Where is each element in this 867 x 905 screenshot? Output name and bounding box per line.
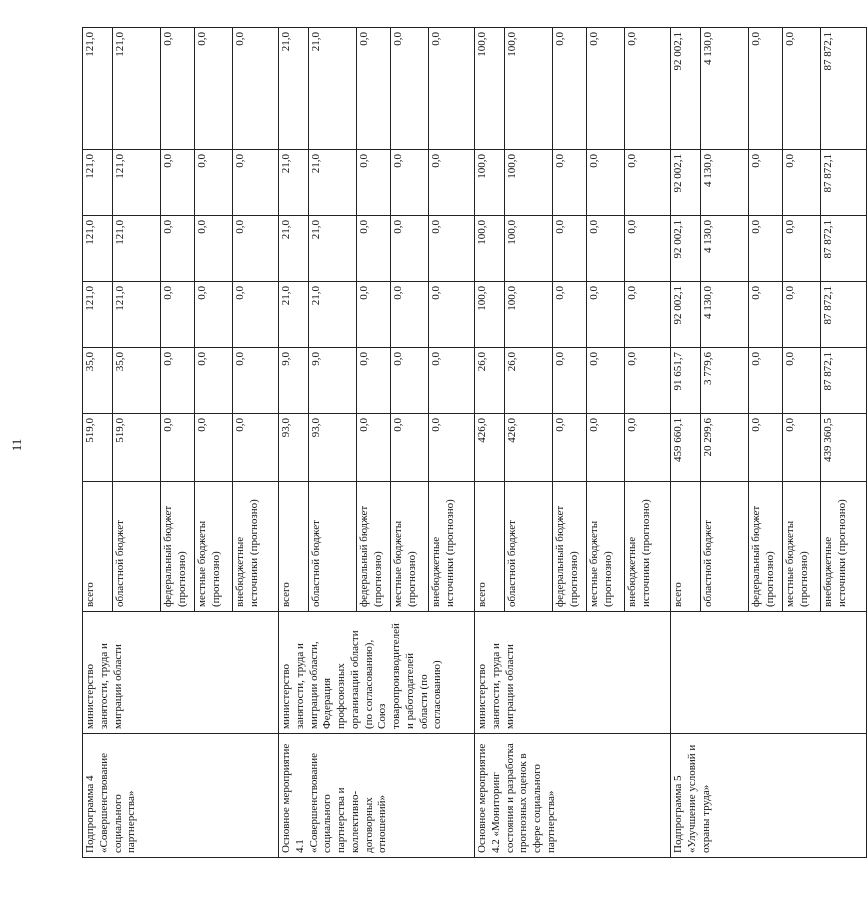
amount-cell: 0,0 [749,216,783,282]
amount-cell: 0,0 [553,348,587,414]
amount-cell: 0,0 [357,414,391,482]
amount-cell: 0,0 [783,28,821,150]
amount-cell: 0,0 [587,348,625,414]
amount-cell: 87 872,1 [821,282,867,348]
amount-cell: 121,0 [83,28,113,150]
amount-cell: 0,0 [749,414,783,482]
funding-source-cell: внебюджетные источники (прогнозно) [429,482,475,612]
amount-cell: 100,0 [505,150,553,216]
amount-cell: 0,0 [587,28,625,150]
amount-cell: 121,0 [83,150,113,216]
amount-cell: 0,0 [749,282,783,348]
amount-cell: 0,0 [357,150,391,216]
executor-cell: министерство занятости, труда и миграции области [475,612,671,734]
amount-cell: 0,0 [161,414,195,482]
amount-cell: 0,0 [233,414,279,482]
amount-cell: 21,0 [279,150,309,216]
amount-cell: 0,0 [161,150,195,216]
funding-source-cell: федеральный бюджет (прогнозно) [749,482,783,612]
amount-cell: 0,0 [357,216,391,282]
amount-cell: 121,0 [83,216,113,282]
funding-source-cell: федеральный бюджет (прогнозно) [553,482,587,612]
funding-source-cell: внебюджетные источники (прогнозно) [821,482,867,612]
amount-cell: 26,0 [475,348,505,414]
amount-cell: 0,0 [429,150,475,216]
amount-cell: 426,0 [475,414,505,482]
amount-cell: 0,0 [391,348,429,414]
amount-cell: 439 360,5 [821,414,867,482]
funding-source-cell: всего [83,482,113,612]
table-row [671,28,701,858]
amount-cell: 121,0 [113,216,161,282]
funding-source-cell: внебюджетные источники (прогнозно) [625,482,671,612]
amount-cell: 4 130,0 [701,28,749,150]
amount-cell: 0,0 [553,282,587,348]
amount-cell: 0,0 [391,414,429,482]
amount-cell: 0,0 [357,348,391,414]
table-row [83,28,113,858]
amount-cell: 87 872,1 [821,216,867,282]
amount-cell: 91 651,7 [671,348,701,414]
amount-cell: 87 872,1 [821,348,867,414]
amount-cell: 0,0 [195,348,233,414]
budget-table-body [83,28,867,858]
amount-cell: 21,0 [309,282,357,348]
executor-cell: министерство занятости, труда и миграции области [83,612,279,734]
executor-cell: министерство занятости, труда и миграции области, Федерация профсоюзных организаций области (по согласованию), Союз товаропроизводителей и работодателей области (по согласованию) [279,612,475,734]
amount-cell: 35,0 [83,348,113,414]
amount-cell: 100,0 [475,282,505,348]
amount-cell: 426,0 [505,414,553,482]
amount-cell: 0,0 [625,150,671,216]
amount-cell: 0,0 [195,282,233,348]
funding-source-cell: местные бюджеты (прогнозно) [587,482,625,612]
amount-cell: 0,0 [783,348,821,414]
amount-cell: 0,0 [749,348,783,414]
amount-cell: 519,0 [113,414,161,482]
amount-cell: 0,0 [749,28,783,150]
amount-cell: 0,0 [783,216,821,282]
amount-cell: 0,0 [233,216,279,282]
amount-cell: 4 130,0 [701,216,749,282]
amount-cell: 121,0 [113,150,161,216]
amount-cell: 0,0 [161,348,195,414]
funding-source-cell: местные бюджеты (прогнозно) [783,482,821,612]
rotated-page-content [82,28,848,858]
amount-cell: 4 130,0 [701,150,749,216]
amount-cell: 0,0 [553,414,587,482]
amount-cell: 9,0 [279,348,309,414]
amount-cell: 100,0 [505,216,553,282]
amount-cell: 0,0 [783,282,821,348]
amount-cell: 0,0 [783,414,821,482]
amount-cell: 459 660,1 [671,414,701,482]
amount-cell: 21,0 [309,216,357,282]
amount-cell: 121,0 [83,282,113,348]
amount-cell: 0,0 [553,150,587,216]
budget-table [82,27,867,858]
amount-cell: 3 779,6 [701,348,749,414]
amount-cell: 0,0 [625,216,671,282]
amount-cell: 0,0 [195,150,233,216]
amount-cell: 0,0 [357,282,391,348]
amount-cell: 87 872,1 [821,28,867,150]
amount-cell: 21,0 [279,282,309,348]
table-row [279,28,309,858]
program-name-cell: Подпрограмма 4 «Совершенствование социального партнерства» [83,734,279,858]
amount-cell: 92 002,1 [671,150,701,216]
amount-cell: 4 130,0 [701,282,749,348]
amount-cell: 92 002,1 [671,282,701,348]
funding-source-cell: областной бюджет [701,482,749,612]
amount-cell: 0,0 [587,414,625,482]
amount-cell: 121,0 [113,28,161,150]
amount-cell: 100,0 [475,216,505,282]
amount-cell: 0,0 [625,282,671,348]
amount-cell: 0,0 [391,282,429,348]
amount-cell: 0,0 [161,28,195,150]
amount-cell: 519,0 [83,414,113,482]
amount-cell: 20 299,6 [701,414,749,482]
program-name-cell: Основное мероприятие 4.1 «Совершенствование социального партнерства и коллективно-договорных отношений» [279,734,475,858]
funding-source-cell: областной бюджет [505,482,553,612]
funding-source-cell: федеральный бюджет (прогнозно) [161,482,195,612]
amount-cell: 0,0 [553,216,587,282]
amount-cell: 100,0 [505,28,553,150]
amount-cell: 0,0 [429,28,475,150]
amount-cell: 0,0 [195,414,233,482]
amount-cell: 93,0 [309,414,357,482]
amount-cell: 0,0 [625,414,671,482]
amount-cell: 0,0 [625,28,671,150]
amount-cell: 0,0 [233,28,279,150]
amount-cell: 92 002,1 [671,28,701,150]
funding-source-cell: внебюджетные источники (прогнозно) [233,482,279,612]
amount-cell: 0,0 [195,28,233,150]
amount-cell: 0,0 [587,282,625,348]
amount-cell: 21,0 [279,28,309,150]
amount-cell: 26,0 [505,348,553,414]
amount-cell: 0,0 [233,150,279,216]
amount-cell: 0,0 [625,348,671,414]
amount-cell: 0,0 [161,282,195,348]
executor-cell [671,612,867,734]
program-name-cell: Основное мероприятие 4.2 «Мониторинг состояния и разработка прогнозных оценок в сфере социального партнерства» [475,734,671,858]
amount-cell: 0,0 [391,150,429,216]
funding-source-cell: областной бюджет [309,482,357,612]
amount-cell: 0,0 [429,216,475,282]
amount-cell: 0,0 [429,348,475,414]
amount-cell: 92 002,1 [671,216,701,282]
amount-cell: 35,0 [113,348,161,414]
funding-source-cell: всего [475,482,505,612]
funding-source-cell: местные бюджеты (прогнозно) [391,482,429,612]
amount-cell: 0,0 [391,28,429,150]
amount-cell: 0,0 [195,216,233,282]
amount-cell: 0,0 [429,414,475,482]
amount-cell: 21,0 [279,216,309,282]
page-number: 11 [9,438,24,452]
funding-source-cell: федеральный бюджет (прогнозно) [357,482,391,612]
amount-cell: 93,0 [279,414,309,482]
amount-cell: 0,0 [553,28,587,150]
funding-source-cell: всего [671,482,701,612]
amount-cell: 87 872,1 [821,150,867,216]
amount-cell: 0,0 [233,348,279,414]
amount-cell: 21,0 [309,28,357,150]
amount-cell: 0,0 [233,282,279,348]
program-name-cell: Подпрограмма 5 «Улучшение условий и охраны труда» [671,734,867,858]
table-row [475,28,505,858]
funding-source-cell: всего [279,482,309,612]
amount-cell: 100,0 [475,28,505,150]
amount-cell: 21,0 [309,150,357,216]
funding-source-cell: местные бюджеты (прогнозно) [195,482,233,612]
amount-cell: 0,0 [749,150,783,216]
amount-cell: 0,0 [587,150,625,216]
amount-cell: 0,0 [391,216,429,282]
funding-source-cell: областной бюджет [113,482,161,612]
amount-cell: 0,0 [357,28,391,150]
amount-cell: 100,0 [505,282,553,348]
amount-cell: 9,0 [309,348,357,414]
amount-cell: 0,0 [429,282,475,348]
amount-cell: 0,0 [161,216,195,282]
amount-cell: 100,0 [475,150,505,216]
amount-cell: 0,0 [783,150,821,216]
amount-cell: 121,0 [113,282,161,348]
amount-cell: 0,0 [587,216,625,282]
